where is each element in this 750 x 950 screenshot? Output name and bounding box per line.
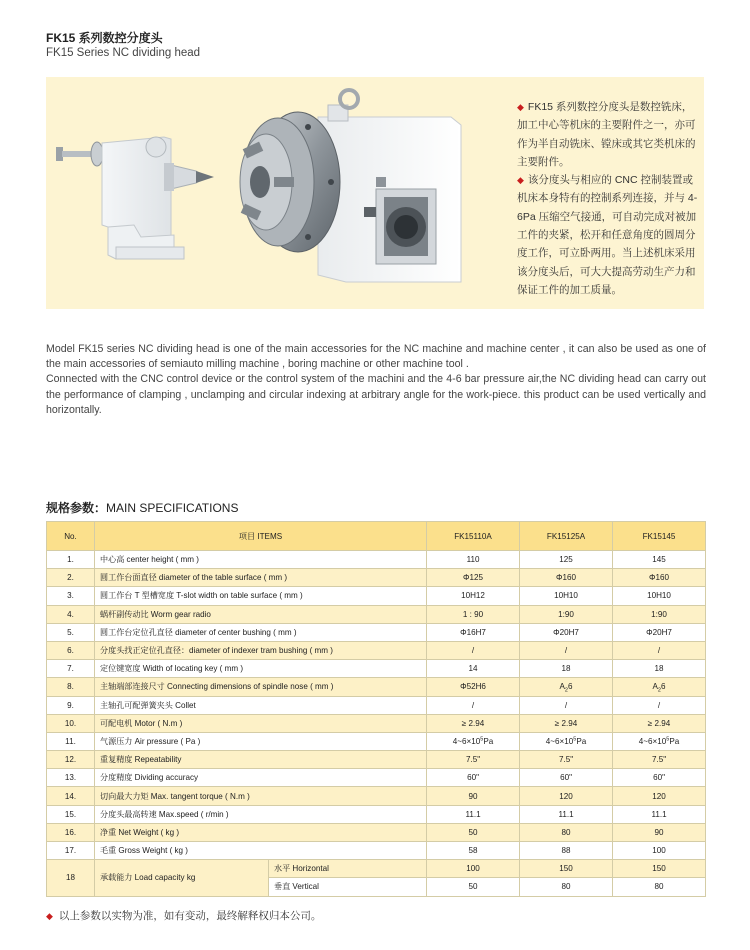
table-row: 2. 圆工作台面直径 diameter of the table surface ( mm ) Φ125 Φ160 Φ160	[47, 569, 706, 587]
header-model-fk15125a: FK15125A	[520, 522, 613, 551]
hero-paragraph: ◆ FK15 系列数控分度头是数控铣床，加工中心等机床的主要附件之一，亦可作为半自动铣床、镗床或其它类机床的主要附件。	[517, 101, 696, 168]
table-row: 5. 圆工作台定位孔直径 diameter of center bushing ( mm ) Φ16H7 Φ20H7 Φ20H7	[47, 623, 706, 641]
header-model-fk15110a: FK15110A	[427, 522, 520, 551]
description-paragraph: Connected with the CNC control device or the control system of the machini and the 4-6 bar pressure air,the NC dividing head can carry out the performance of clamping , unclamping and circular indexing at arbitrary angle for the work-piece. this product can be used vertically and horizontally.	[46, 373, 706, 416]
spec-header-row	[47, 522, 706, 551]
table-row-load-horizontal: 18 承载能力 Load capacity kg 水平 Horizontal 100 150 150	[47, 860, 706, 878]
table-row: 15. 分度头最高转速 Max.speed ( r/min ) 11.1 11.1 11.1	[47, 805, 706, 823]
spec-table	[46, 521, 706, 897]
diamond-bullet-icon: ◆	[517, 175, 524, 186]
description-paragraph: Model FK15 series NC dividing head is one of the main accessories for the NC machine and machine center , it can also be used as one of the main accessories of semiauto milling machine , boring machine or other machine tool .	[46, 343, 706, 371]
diamond-bullet-icon: ◆	[517, 102, 524, 112]
table-row: 10. 可配电机 Motor ( N.m ) ≥ 2.94 ≥ 2.94 ≥ 2.94	[47, 714, 706, 732]
hero-paragraph: ◆ 该分度头与相应的 CNC 控制装置或机床本身特有的控制系列连接，并与 4-6Pa 压缩空气接通，可自动完成对被加工件的夹紧，松开和任意角度的圆周分度工作，可立卧两用。当上述机床采用该分度头后，可大大提高劳动生产力和保证工件的加工质量。	[517, 174, 698, 296]
page-title-cn: FK15 系列数控分度头	[46, 31, 163, 45]
table-row: 3. 圆工作台 T 型槽宽度 T-slot width on table surface ( mm ) 10H12 10H10 10H10	[47, 587, 706, 605]
table-row: 12. 重复精度 Repeatability 7.5" 7.5" 7.5"	[47, 751, 706, 769]
table-row-load-vertical: 垂直 Vertical 50 80 80	[47, 878, 706, 896]
footnote: ◆ 以上参数以实物为准，如有变动，最终解释权归本公司。	[46, 910, 322, 922]
page-title-en: FK15 Series NC dividing head	[46, 47, 201, 59]
product-photo	[46, 77, 492, 309]
table-row: 17. 毛重 Gross Weight ( kg ) 58 88 100	[47, 842, 706, 860]
table-row: 16. 净重 Net Weight ( kg ) 50 80 90	[47, 823, 706, 841]
table-row: 11. 气源压力 Air pressure ( Pa ) $4\sim 6\times 10^5Pa$ $4\sim 6\times 10^5Pa$ $4\sim 6\times 10^5Pa$	[47, 732, 706, 750]
table-row: 7. 定位键宽度 Width of locating key ( mm ) 14 18 18	[47, 660, 706, 678]
table-row: 6. 分度头找正定位孔直径：diameter of indexer tram bushing ( mm ) / / /	[47, 641, 706, 659]
product-description-en	[46, 342, 706, 418]
dividing-head-illustration	[240, 90, 461, 282]
header-no: No.	[47, 522, 95, 551]
table-row: 13. 分度精度 Dividing accuracy 60" 60" 60"	[47, 769, 706, 787]
table-row: 1. 中心高 center height ( mm ) 110 125 145	[47, 551, 706, 569]
diamond-bullet-icon: ◆	[46, 911, 53, 921]
hero-description-cn	[517, 98, 699, 299]
tailstock-illustration	[56, 137, 214, 259]
table-row: 14. 切向最大力矩 Max. tangent torque ( N.m ) 90 120 120	[47, 787, 706, 805]
header-items: 项目 ITEMS	[95, 522, 427, 551]
header-model-fk15145: FK15145	[613, 522, 706, 551]
table-row: 8. 主轴端部连接尺寸 Connecting dimensions of spindle nose ( mm ) Φ52H6 $A_26$ $A_26$	[47, 678, 706, 696]
table-row: 9. 主轴孔可配弹簧夹头 Collet / / /	[47, 696, 706, 714]
spec-section-title: 规格参数：MAIN SPECIFICATIONS	[46, 501, 239, 515]
table-row: 4. 蜗杆副传动比 Worm gear radio 1 : 90 1:90 1:90	[47, 605, 706, 623]
